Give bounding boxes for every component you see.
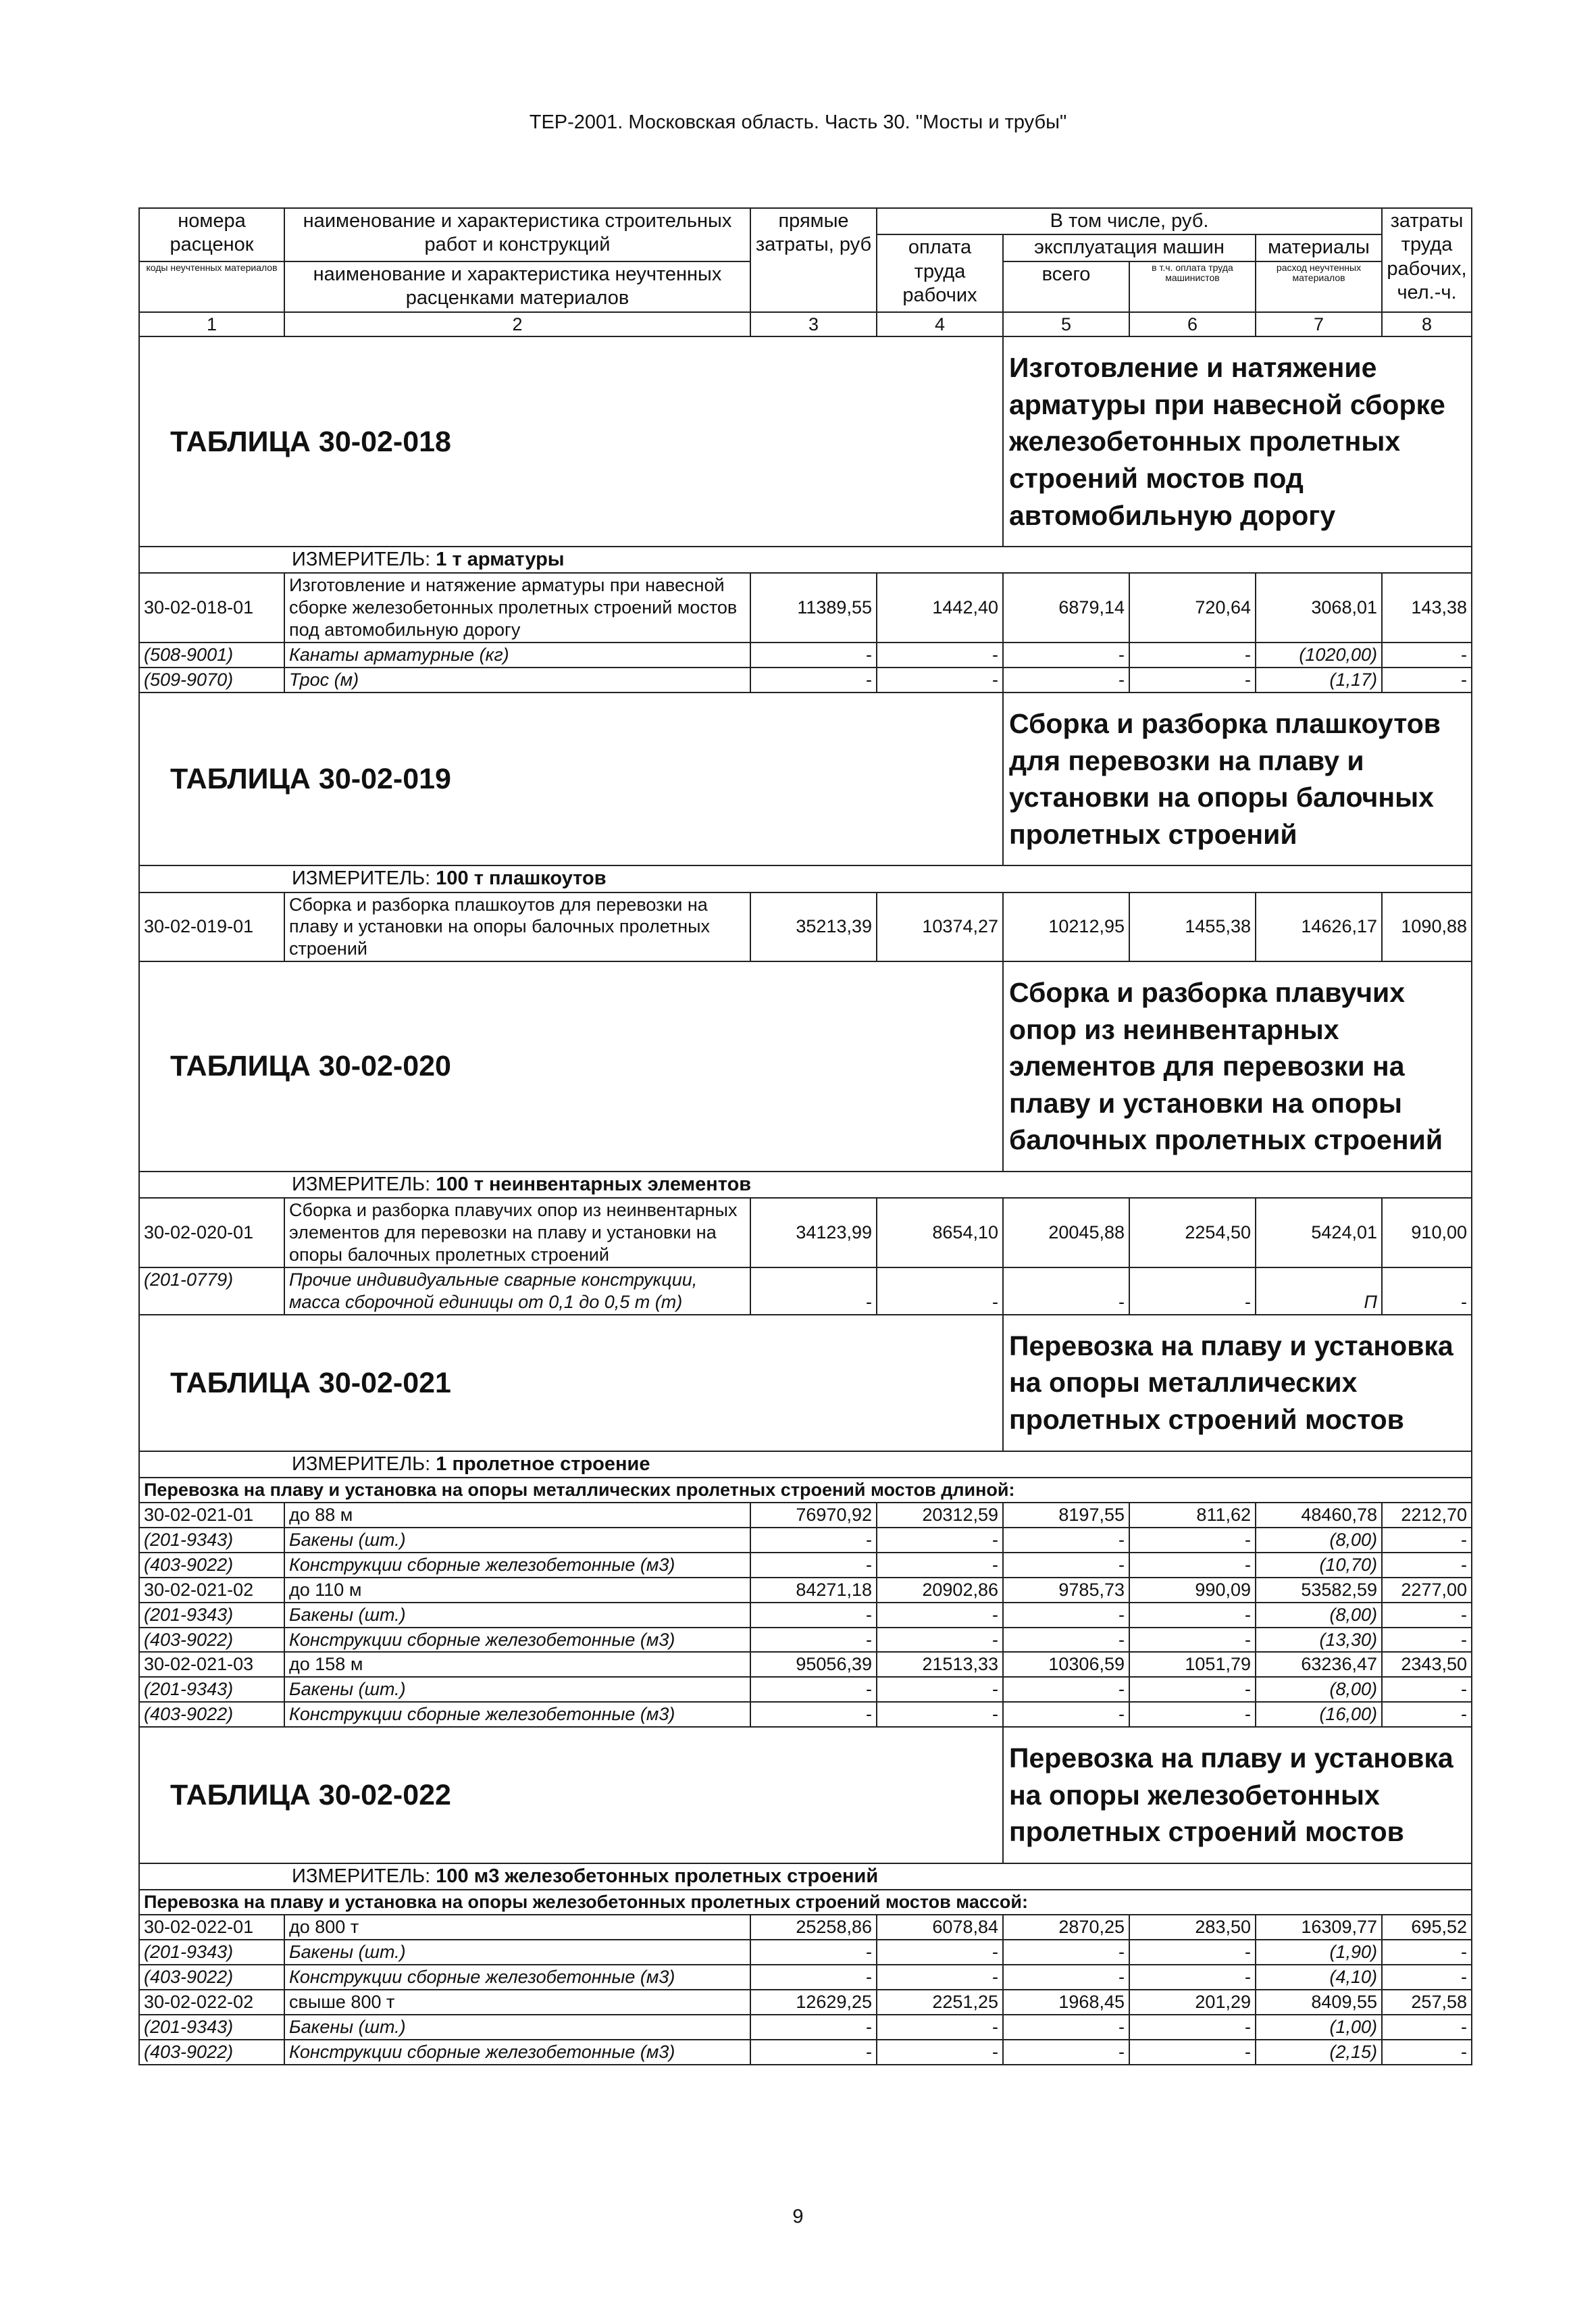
material-machinist-wages: - — [1129, 1702, 1256, 1727]
rate-wages: 8654,10 — [877, 1198, 1003, 1267]
column-index: 1 — [139, 312, 284, 337]
subheader: Перевозка на плаву и установка на опоры железобетонных пролетных строений мостов массой: — [139, 1890, 1472, 1915]
material-direct-cost: - — [750, 643, 877, 668]
subheader-row — [139, 1890, 1472, 1915]
material-wages: - — [877, 668, 1003, 693]
material-code: (201-9343) — [139, 2015, 284, 2040]
material-labor-hours: - — [1382, 1267, 1472, 1315]
material-direct-cost: - — [750, 1677, 877, 1702]
material-labor-hours: - — [1382, 1940, 1472, 1965]
material-wages: - — [877, 1267, 1003, 1315]
material-materials-cost: (8,00) — [1256, 1677, 1382, 1702]
rate-machines-total: 8197,55 — [1003, 1503, 1129, 1528]
material-labor-hours: - — [1382, 668, 1472, 693]
column-index: 5 — [1003, 312, 1129, 337]
material-wages: - — [877, 2040, 1003, 2065]
rate-machines-total: 1968,45 — [1003, 1990, 1129, 2015]
rate-direct-cost: 76970,92 — [750, 1503, 877, 1528]
col-direct-cost-header: прямые затраты, руб — [750, 208, 877, 312]
page-number: 9 — [792, 2206, 804, 2228]
rate-labor-hours: 910,00 — [1382, 1198, 1472, 1267]
measure-prefix: ИЗМЕРИТЕЛЬ: — [292, 1865, 431, 1887]
rate-row — [139, 1915, 1472, 1940]
rate-direct-cost: 95056,39 — [750, 1652, 877, 1677]
material-name: Бакены (шт.) — [284, 2015, 750, 2040]
material-name: Бакены (шт.) — [284, 1603, 750, 1628]
material-direct-cost: - — [750, 2015, 877, 2040]
rate-row — [139, 573, 1472, 643]
measure-row — [139, 1863, 1472, 1890]
material-machines-total: - — [1003, 1267, 1129, 1315]
material-materials-cost: (8,00) — [1256, 1603, 1382, 1628]
table-title: Изготовление и натяжение арматуры при навесной сборке железобетонных пролетных строений мостов под автомобильную дорогу — [1003, 336, 1472, 547]
rate-code: 30-02-019-01 — [139, 892, 284, 962]
material-materials-cost: (1,00) — [1256, 2015, 1382, 2040]
rate-machines-total: 20045,88 — [1003, 1198, 1129, 1267]
material-labor-hours: - — [1382, 1603, 1472, 1628]
material-materials-cost: (8,00) — [1256, 1528, 1382, 1553]
column-index: 6 — [1129, 312, 1256, 337]
measure-prefix: ИЗМЕРИТЕЛЬ: — [292, 1173, 431, 1195]
rate-materials-cost: 16309,77 — [1256, 1915, 1382, 1940]
material-name: Прочие индивидуальные сварные конструкции, масса сборочной единицы от 0,1 до 0,5 т (т) — [284, 1267, 750, 1315]
col-material-usage-header: расход неучтенных материалов — [1256, 261, 1382, 312]
rate-materials-cost: 5424,01 — [1256, 1198, 1382, 1267]
material-materials-cost: (4,10) — [1256, 1965, 1382, 1990]
table-title: Сборка и разборка плавучих опор из неинвентарных элементов для перевозки на плаву и установки на опоры балочных пролетных строений — [1003, 961, 1472, 1172]
material-row — [139, 1628, 1472, 1653]
material-machines-total: - — [1003, 643, 1129, 668]
rate-labor-hours: 143,38 — [1382, 573, 1472, 643]
material-machinist-wages: - — [1129, 1267, 1256, 1315]
col-material-codes-header: коды неучтенных материалов — [139, 261, 284, 312]
material-direct-cost: - — [750, 2040, 877, 2065]
material-code: (201-9343) — [139, 1528, 284, 1553]
column-index: 3 — [750, 312, 877, 337]
rate-labor-hours: 257,58 — [1382, 1990, 1472, 2015]
table-title-row — [139, 1727, 1472, 1863]
table-title-row — [139, 336, 1472, 547]
measure-cell — [139, 547, 1472, 573]
material-code: (403-9022) — [139, 1553, 284, 1578]
rate-direct-cost: 25258,86 — [750, 1915, 877, 1940]
rate-labor-hours: 695,52 — [1382, 1915, 1472, 1940]
table-number: ТАБЛИЦА 30-02-018 — [139, 336, 1003, 547]
material-machines-total: - — [1003, 1965, 1129, 1990]
material-machinist-wages: - — [1129, 1677, 1256, 1702]
col-name-header: наименование и характеристика строительных работ и конструкций — [284, 208, 750, 261]
material-direct-cost: - — [750, 1553, 877, 1578]
column-index: 2 — [284, 312, 750, 337]
rate-name: до 88 м — [284, 1503, 750, 1528]
rate-name: свыше 800 т — [284, 1990, 750, 2015]
material-code: (201-9343) — [139, 1677, 284, 1702]
rate-name: Изготовление и натяжение арматуры при навесной сборке железобетонных пролетных строений мостов под автомобильную дорогу — [284, 573, 750, 643]
material-labor-hours: - — [1382, 1528, 1472, 1553]
rate-name: до 110 м — [284, 1578, 750, 1603]
table-title-row — [139, 693, 1472, 865]
rate-wages: 6078,84 — [877, 1915, 1003, 1940]
material-machinist-wages: - — [1129, 1528, 1256, 1553]
rate-machines-total: 2870,25 — [1003, 1915, 1129, 1940]
col-labor-hours-header: затраты труда рабочих, чел.-ч. — [1382, 208, 1472, 312]
measure-unit: 1 т арматуры — [436, 549, 565, 571]
rate-name: до 800 т — [284, 1915, 750, 1940]
material-materials-cost: П — [1256, 1267, 1382, 1315]
material-wages: - — [877, 1940, 1003, 1965]
material-code: (508-9001) — [139, 643, 284, 668]
material-machines-total: - — [1003, 2015, 1129, 2040]
column-index-row — [139, 312, 1472, 337]
material-labor-hours: - — [1382, 1702, 1472, 1727]
material-machinist-wages: - — [1129, 1628, 1256, 1653]
rate-row — [139, 1578, 1472, 1603]
rate-code: 30-02-018-01 — [139, 573, 284, 643]
col-machines-header: эксплуатация машин — [1003, 234, 1256, 261]
col-machinist-wages-header: в т.ч. оплата труда машинистов — [1129, 261, 1256, 312]
page-header: ТЕР-2001. Московская область. Часть 30. "Мосты и трубы" — [529, 111, 1067, 133]
rate-wages: 20902,86 — [877, 1578, 1003, 1603]
column-index: 4 — [877, 312, 1003, 337]
material-machines-total: - — [1003, 1677, 1129, 1702]
col-wages-header: оплата труда рабочих — [877, 234, 1003, 311]
material-code: (201-9343) — [139, 1603, 284, 1628]
material-labor-hours: - — [1382, 2015, 1472, 2040]
material-machines-total: - — [1003, 1940, 1129, 1965]
material-labor-hours: - — [1382, 1965, 1472, 1990]
material-direct-cost: - — [750, 1940, 877, 1965]
col-machines-total-header: всего — [1003, 261, 1129, 312]
rate-labor-hours: 2277,00 — [1382, 1578, 1472, 1603]
material-labor-hours: - — [1382, 1553, 1472, 1578]
material-materials-cost: (2,15) — [1256, 2040, 1382, 2065]
rate-code: 30-02-021-01 — [139, 1503, 284, 1528]
material-code: (509-9070) — [139, 668, 284, 693]
measure-unit: 1 пролетное строение — [436, 1453, 650, 1475]
rate-machines-total: 6879,14 — [1003, 573, 1129, 643]
material-machines-total: - — [1003, 1702, 1129, 1727]
rate-machinist-wages: 1455,38 — [1129, 892, 1256, 962]
col-material-names-header: наименование и характеристика неучтенных расценками материалов — [284, 261, 750, 312]
material-direct-cost: - — [750, 1528, 877, 1553]
col-code-header: номера расценок — [139, 208, 284, 261]
measure-cell — [139, 1451, 1472, 1478]
material-materials-cost: (16,00) — [1256, 1702, 1382, 1727]
material-materials-cost: (1,17) — [1256, 668, 1382, 693]
material-direct-cost: - — [750, 1267, 877, 1315]
material-code: (403-9022) — [139, 1628, 284, 1653]
rate-name: Сборка и разборка плавучих опор из неинвентарных элементов для перевозки на плаву и установки на опоры балочных пролетных строений — [284, 1198, 750, 1267]
rate-wages: 1442,40 — [877, 573, 1003, 643]
material-machines-total: - — [1003, 1603, 1129, 1628]
table-title-row — [139, 1315, 1472, 1451]
material-materials-cost: (1020,00) — [1256, 643, 1382, 668]
rate-materials-cost: 63236,47 — [1256, 1652, 1382, 1677]
measure-prefix: ИЗМЕРИТЕЛЬ: — [292, 1453, 431, 1475]
material-row — [139, 2015, 1472, 2040]
rate-wages: 21513,33 — [877, 1652, 1003, 1677]
rate-machinist-wages: 1051,79 — [1129, 1652, 1256, 1677]
rate-materials-cost: 3068,01 — [1256, 573, 1382, 643]
material-name: Конструкции сборные железобетонные (м3) — [284, 1702, 750, 1727]
material-machines-total: - — [1003, 2040, 1129, 2065]
material-name: Конструкции сборные железобетонные (м3) — [284, 1553, 750, 1578]
column-index: 7 — [1256, 312, 1382, 337]
material-machines-total: - — [1003, 1553, 1129, 1578]
rate-row — [139, 1503, 1472, 1528]
material-direct-cost: - — [750, 1965, 877, 1990]
table-number: ТАБЛИЦА 30-02-020 — [139, 961, 1003, 1172]
rate-machinist-wages: 201,29 — [1129, 1990, 1256, 2015]
table-title: Перевозка на плаву и установка на опоры железобетонных пролетных строений мостов — [1003, 1727, 1472, 1863]
rate-code: 30-02-021-02 — [139, 1578, 284, 1603]
rate-machinist-wages: 283,50 — [1129, 1915, 1256, 1940]
material-name: Канаты арматурные (кг) — [284, 643, 750, 668]
table-title-row — [139, 961, 1472, 1172]
rate-row — [139, 1652, 1472, 1677]
rate-materials-cost: 53582,59 — [1256, 1578, 1382, 1603]
measure-unit: 100 т неинвентарных элементов — [436, 1173, 752, 1195]
table-title: Сборка и разборка плашкоутов для перевозки на плаву и установки на опоры балочных пролетных строений — [1003, 693, 1472, 865]
material-row — [139, 2040, 1472, 2065]
rate-machines-total: 10212,95 — [1003, 892, 1129, 962]
material-code: (403-9022) — [139, 2040, 284, 2065]
subheader: Перевозка на плаву и установка на опоры металлических пролетных строений мостов длиной: — [139, 1478, 1472, 1503]
material-direct-cost: - — [750, 1628, 877, 1653]
material-row — [139, 668, 1472, 693]
material-labor-hours: - — [1382, 1677, 1472, 1702]
material-wages: - — [877, 1603, 1003, 1628]
material-direct-cost: - — [750, 668, 877, 693]
rate-machinist-wages: 2254,50 — [1129, 1198, 1256, 1267]
rate-name: Сборка и разборка плашкоутов для перевозки на плаву и установки на опоры балочных пролетных строений — [284, 892, 750, 962]
rate-materials-cost: 14626,17 — [1256, 892, 1382, 962]
rate-machines-total: 9785,73 — [1003, 1578, 1129, 1603]
material-machinist-wages: - — [1129, 1603, 1256, 1628]
measure-prefix: ИЗМЕРИТЕЛЬ: — [292, 867, 431, 890]
measure-row — [139, 865, 1472, 892]
col-materials-header: материалы — [1256, 234, 1382, 261]
material-wages: - — [877, 1965, 1003, 1990]
measure-unit: 100 т плашкоутов — [436, 867, 607, 890]
rate-labor-hours: 2343,50 — [1382, 1652, 1472, 1677]
material-wages: - — [877, 1677, 1003, 1702]
material-row — [139, 1603, 1472, 1628]
table-number: ТАБЛИЦА 30-02-021 — [139, 1315, 1003, 1451]
material-code: (201-9343) — [139, 1940, 284, 1965]
material-wages: - — [877, 1528, 1003, 1553]
rate-materials-cost: 8409,55 — [1256, 1990, 1382, 2015]
material-row — [139, 1553, 1472, 1578]
material-machinist-wages: - — [1129, 2040, 1256, 2065]
header-row-1 — [139, 208, 1472, 234]
rate-wages: 20312,59 — [877, 1503, 1003, 1528]
subheader-row — [139, 1478, 1472, 1503]
material-machinist-wages: - — [1129, 1965, 1256, 1990]
table-body — [139, 208, 1472, 2065]
material-machinist-wages: - — [1129, 1940, 1256, 1965]
material-machines-total: - — [1003, 668, 1129, 693]
rate-machinist-wages: 720,64 — [1129, 573, 1256, 643]
material-wages: - — [877, 2015, 1003, 2040]
material-labor-hours: - — [1382, 1628, 1472, 1653]
material-name: Конструкции сборные железобетонные (м3) — [284, 1965, 750, 1990]
material-machinist-wages: - — [1129, 643, 1256, 668]
material-wages: - — [877, 1628, 1003, 1653]
table-number: ТАБЛИЦА 30-02-022 — [139, 1727, 1003, 1863]
measure-prefix: ИЗМЕРИТЕЛЬ: — [292, 549, 431, 571]
material-direct-cost: - — [750, 1702, 877, 1727]
rate-row — [139, 1198, 1472, 1267]
material-name: Бакены (шт.) — [284, 1677, 750, 1702]
measure-cell — [139, 1863, 1472, 1890]
measure-row — [139, 1172, 1472, 1198]
table-title: Перевозка на плаву и установка на опоры металлических пролетных строений мостов — [1003, 1315, 1472, 1451]
material-code: (201-0779) — [139, 1267, 284, 1315]
rate-wages: 10374,27 — [877, 892, 1003, 962]
rate-direct-cost: 34123,99 — [750, 1198, 877, 1267]
material-direct-cost: - — [750, 1603, 877, 1628]
rate-code: 30-02-020-01 — [139, 1198, 284, 1267]
material-materials-cost: (10,70) — [1256, 1553, 1382, 1578]
rate-row — [139, 1990, 1472, 2015]
rate-direct-cost: 12629,25 — [750, 1990, 877, 2015]
rate-materials-cost: 48460,78 — [1256, 1503, 1382, 1528]
material-wages: - — [877, 643, 1003, 668]
material-code: (403-9022) — [139, 1965, 284, 1990]
material-row — [139, 1677, 1472, 1702]
material-labor-hours: - — [1382, 2040, 1472, 2065]
rates-table — [138, 207, 1472, 2065]
measure-cell — [139, 1172, 1472, 1198]
table-number: ТАБЛИЦА 30-02-019 — [139, 693, 1003, 865]
material-materials-cost: (1,90) — [1256, 1940, 1382, 1965]
material-row — [139, 1528, 1472, 1553]
material-name: Бакены (шт.) — [284, 1940, 750, 1965]
material-name: Конструкции сборные железобетонные (м3) — [284, 2040, 750, 2065]
material-name: Бакены (шт.) — [284, 1528, 750, 1553]
rate-machinist-wages: 990,09 — [1129, 1578, 1256, 1603]
material-machinist-wages: - — [1129, 1553, 1256, 1578]
col-group-header: В том числе, руб. — [877, 208, 1382, 234]
rate-direct-cost: 35213,39 — [750, 892, 877, 962]
material-machinist-wages: - — [1129, 668, 1256, 693]
material-machines-total: - — [1003, 1528, 1129, 1553]
material-row — [139, 1965, 1472, 1990]
measure-cell — [139, 865, 1472, 892]
material-name: Конструкции сборные железобетонные (м3) — [284, 1628, 750, 1653]
material-row — [139, 643, 1472, 668]
material-name: Трос (м) — [284, 668, 750, 693]
rate-direct-cost: 11389,55 — [750, 573, 877, 643]
rate-code: 30-02-022-01 — [139, 1915, 284, 1940]
rate-machines-total: 10306,59 — [1003, 1652, 1129, 1677]
material-row — [139, 1940, 1472, 1965]
material-wages: - — [877, 1553, 1003, 1578]
measure-row — [139, 547, 1472, 573]
material-code: (403-9022) — [139, 1702, 284, 1727]
rate-labor-hours: 2212,70 — [1382, 1503, 1472, 1528]
material-row — [139, 1267, 1472, 1315]
measure-unit: 100 м3 железобетонных пролетных строений — [436, 1865, 879, 1887]
rate-direct-cost: 84271,18 — [750, 1578, 877, 1603]
rate-labor-hours: 1090,88 — [1382, 892, 1472, 962]
material-labor-hours: - — [1382, 643, 1472, 668]
measure-row — [139, 1451, 1472, 1478]
rate-wages: 2251,25 — [877, 1990, 1003, 2015]
material-machines-total: - — [1003, 1628, 1129, 1653]
rate-machinist-wages: 811,62 — [1129, 1503, 1256, 1528]
rate-code: 30-02-022-02 — [139, 1990, 284, 2015]
rate-name: до 158 м — [284, 1652, 750, 1677]
material-wages: - — [877, 1702, 1003, 1727]
rate-row — [139, 892, 1472, 962]
rate-code: 30-02-021-03 — [139, 1652, 284, 1677]
column-index: 8 — [1382, 312, 1472, 337]
material-materials-cost: (13,30) — [1256, 1628, 1382, 1653]
material-row — [139, 1702, 1472, 1727]
material-machinist-wages: - — [1129, 2015, 1256, 2040]
